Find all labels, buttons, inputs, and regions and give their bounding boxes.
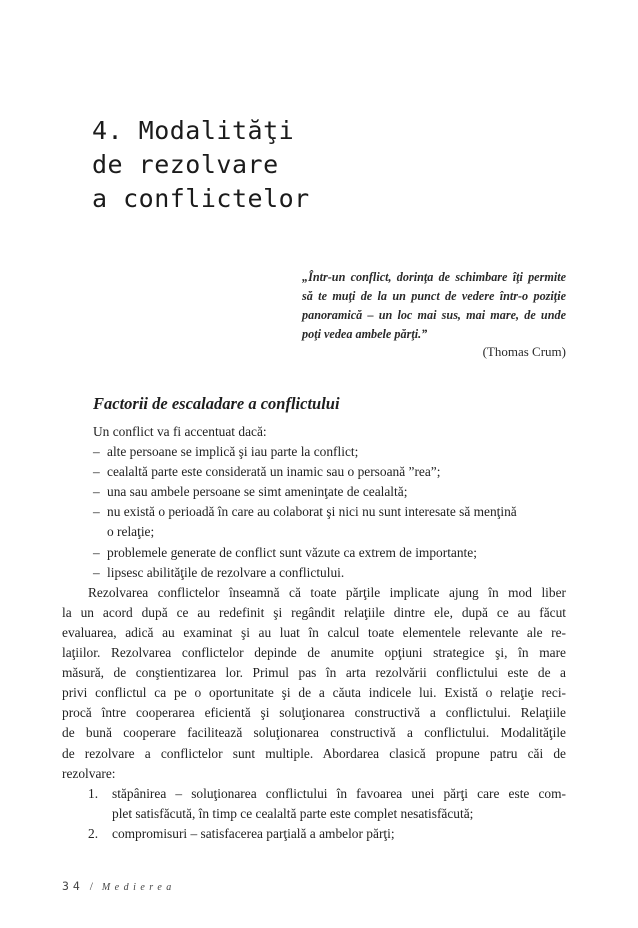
numbered-item: 1. stăpânirea – soluţionarea conflictului în favoarea unei părţi care este com- (62, 784, 566, 804)
paragraph-line: măsură, de conştientizarea lor. Primul pas în arta rezolvării conflictului este de a (62, 665, 566, 681)
item-number: 1. (88, 785, 99, 801)
running-title: Medierea (101, 882, 176, 893)
dash-bullet: – (93, 504, 100, 520)
list-item: – alte persoane se implică şi iau parte la conflict; (62, 442, 566, 462)
paragraph-line: procă între cooperarea eficientă şi soluţionarea constructivă a conflictului. Relaţiile (62, 705, 566, 721)
footer-separator: / (89, 881, 96, 893)
chapter-title-line: 4. Modalităţi (92, 116, 295, 145)
numbered-item-continuation: plet satisfăcută, în timp ce cealaltă parte este complet nesatisfăcută; (112, 805, 474, 821)
list-item-continuation: o relaţie; (107, 524, 155, 540)
chapter-title-line: de rezolvare (92, 150, 279, 179)
item-number: 2. (88, 825, 99, 841)
dash-bullet: – (93, 564, 100, 580)
dash-bullet: – (93, 484, 100, 500)
paragraph-line: evaluarea, adică au examinat şi au luat în calcul toate elementele relevante ale re- (62, 624, 566, 640)
list-item: – lipsesc abilităţile de rezolvare a conflictului. (62, 563, 566, 583)
list-item: – problemele generate de conflict sunt văzute ca extrem de importante; (62, 543, 566, 563)
list-intro: Un conflict va fi accentuat dacă: (93, 424, 267, 439)
list-item: – una sau ambele persoane se simt ameninţate de cealaltă; (62, 482, 566, 502)
list-item: – nu există o perioadă în care au colaborat şi nici nu sunt interesate să menţină (62, 502, 566, 522)
dash-bullet: – (93, 544, 100, 560)
paragraph-line: de rezolvare a conflictelor sunt multiple. Abordarea clasică propune patru căi de (62, 745, 566, 761)
list-item: – cealaltă parte este considerată un inamic sau o persoană ”rea”; (62, 462, 566, 482)
paragraph-line: de bună cooperare facilitează soluţionarea constructivă a conflictului. Modalităţile (62, 725, 566, 741)
page-footer (62, 879, 176, 893)
paragraph-line: Rezolvarea conflictelor înseamnă că toate părţile implicate ajung în mod liber (88, 584, 566, 600)
chapter-title (92, 114, 310, 216)
paragraph-line: laţiilor. Rezolvarea conflictelor depinde de anumite opţiuni strategice şi, în mare (62, 645, 566, 661)
paragraph-line: la un acord după ce au redefinit şi regândit relaţiile dintre ele, după ce au făcut (62, 604, 566, 620)
dash-bullet: – (93, 444, 100, 460)
dash-bullet: – (93, 464, 100, 480)
paragraph-line: privi conflictul ca pe o oportunitate şi de a căuta indicele lui. Există o relaţie reci- (62, 685, 566, 701)
paragraph-line: rezolvare: (62, 765, 116, 781)
section-heading: Factorii de escaladare a conflictului (93, 394, 340, 413)
numbered-item: 2. compromisuri – satisfacerea parţială a ambelor părţi; (62, 824, 566, 844)
epigraph-author: (Thomas Crum) (482, 344, 566, 359)
chapter-title-line: a conflictelor (92, 184, 310, 213)
epigraph-quote: „Într-un conflict, dorinţa de schimbare îţi permite să te muţi de la un punct de vedere într-o poziţie panoramică – un loc mai sus, mai mare, de unde poţi vedea ambele părţi.” (302, 270, 566, 341)
body-text (62, 422, 566, 844)
page-number: 34 (62, 879, 84, 893)
